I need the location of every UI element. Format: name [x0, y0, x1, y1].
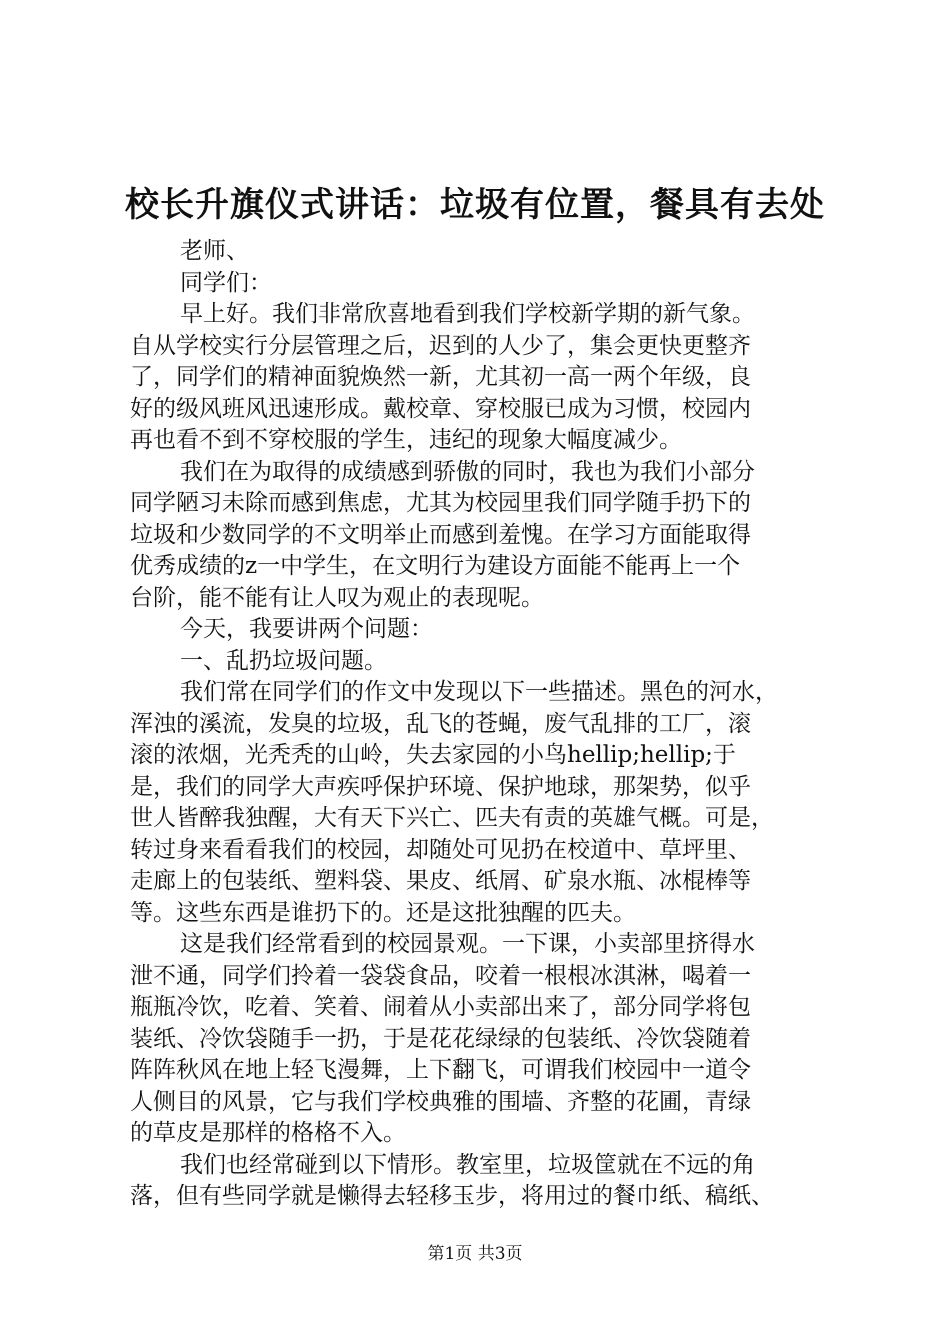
text-line: 世人皆醉我独醒，大有天下兴亡、匹夫有责的英雄气概。可是，	[130, 805, 774, 831]
text-line: 走廊上的包装纸、塑料袋、果皮、纸屑、矿泉水瓶、冰棍棒等	[130, 868, 751, 894]
text-line: 瓶瓶冷饮，吃着、笑着、闹着从小卖部出来了，部分同学将包	[130, 994, 751, 1020]
text-line: 是，我们的同学大声疾呼保护环境、保护地球，那架势，似乎	[130, 773, 751, 800]
text-line: 转过身来看看我们的校园，却随处可见扔在校道中、草坪里、	[130, 836, 751, 863]
text-line: 一、乱扔垃圾问题。	[180, 647, 387, 674]
text-line: 优秀成绩的z一中学生，在文明行为建设方面能不能再上一个	[130, 553, 741, 579]
text-line: 了，同学们的精神面貌焕然一新，尤其初一高一两个年级，良	[130, 364, 751, 390]
text-line: 我们在为取得的成绩感到骄傲的同时，我也为我们小部分	[180, 458, 755, 485]
text-line: 滚的浓烟，光秃秃的山岭，失去家园的小鸟hellip;hellip;于	[130, 742, 736, 768]
text-line: 这是我们经常看到的校园景观。一下课，小卖部里挤得水	[180, 931, 755, 957]
page-footer: 第1页 共3页	[427, 1244, 523, 1264]
text-line: 台阶，能不能有让人叹为观止的表现呢。	[130, 584, 544, 611]
text-line: 落，但有些同学就是懒得去轻移玉步，将用过的餐巾纸、稿纸、	[130, 1183, 774, 1209]
text-line: 好的级风班风迅速形成。戴校章、穿校服已成为习惯，校园内	[130, 395, 751, 422]
text-line: 同学们：	[180, 269, 272, 296]
text-line: 自从学校实行分层管理之后，迟到的人少了，集会更快更整齐	[130, 332, 751, 359]
text-line: 等。这些东西是谁扔下的。还是这批独醒的匹夫。	[130, 899, 636, 926]
text-line: 我们常在同学们的作文中发现以下一些描述。黑色的河水，	[180, 679, 778, 705]
text-line: 早上好。我们非常欣喜地看到我们学校新学期的新气象。	[180, 301, 755, 327]
text-line: 阵阵秋风在地上轻飞漫舞，上下翻飞，可谓我们校园中一道令	[130, 1057, 751, 1083]
text-line: 再也看不到不穿校服的学生，违纪的现象大幅度减少。	[130, 427, 682, 453]
text-line: 的草皮是那样的格格不入。	[130, 1120, 406, 1146]
text-line: 同学陋习未除而感到焦虑，尤其为校园里我们同学随手扔下的	[130, 490, 751, 516]
text-line: 人侧目的风景，它与我们学校典雅的围墙、齐整的花圃，青绿	[130, 1088, 751, 1115]
document-title: 校长升旗仪式讲话：垃圾有位置，餐具有去处	[125, 185, 825, 225]
text-line: 我们也经常碰到以下情形。教室里，垃圾筐就在不远的角	[180, 1151, 755, 1178]
text-line: 老师、	[180, 238, 249, 264]
text-line: 垃圾和少数同学的不文明举止而感到羞愧。在学习方面能取得	[130, 521, 751, 548]
document-body	[130, 236, 830, 1213]
text-line: 泄不通，同学们拎着一袋袋食品，咬着一根根冰淇淋，喝着一	[130, 962, 751, 989]
text-line: 装纸、冷饮袋随手一扔，于是花花绿绿的包装纸、冷饮袋随着	[130, 1025, 751, 1052]
text-line: 今天，我要讲两个问题：	[180, 616, 433, 642]
text-line: 浑浊的溪流，发臭的垃圾，乱飞的苍蝇，废气乱排的工厂，滚	[130, 710, 751, 737]
